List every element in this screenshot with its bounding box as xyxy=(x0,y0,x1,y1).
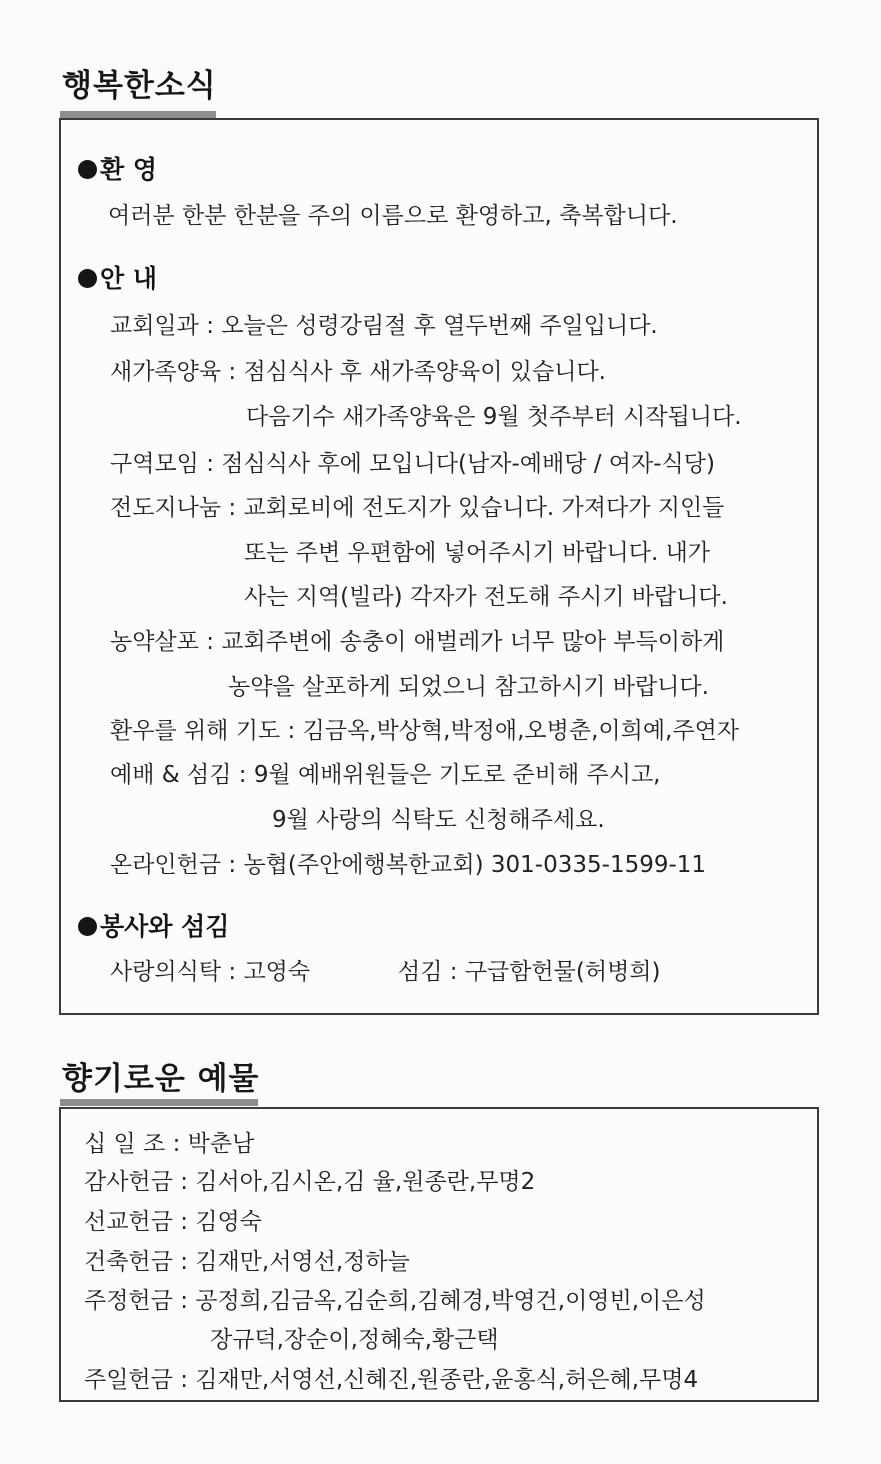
service-item-label: 사랑의식탁 xyxy=(110,959,222,985)
guide-item-label: 구역모임 xyxy=(110,451,199,477)
offering-row-weekly-fixed xyxy=(84,1282,706,1315)
offering-label: 건축헌금 xyxy=(84,1249,173,1275)
guide-heading xyxy=(78,259,157,295)
offering-label: 주일헌금 xyxy=(84,1367,173,1393)
service-item-love-table xyxy=(110,953,310,986)
offering-label: 선교헌금 xyxy=(84,1209,173,1235)
offering-names: 김서아,김시온,김 율,원종란,무명2 xyxy=(195,1169,536,1195)
guide-item-prayer xyxy=(110,712,739,745)
guide-item-pesticide xyxy=(110,623,724,656)
offering-names: 공정희,김금옥,김순희,김혜경,박영건,이영빈,이은성 xyxy=(195,1288,706,1314)
offering-names: 김영숙 xyxy=(195,1209,262,1235)
offering-names: 박춘남 xyxy=(187,1131,255,1157)
guide-item-worship-service xyxy=(110,756,661,789)
colon-separator: : xyxy=(180,1169,188,1195)
bullet-icon xyxy=(78,160,97,179)
guide-item-line: 점심식사 후 새가족양육이 있습니다. xyxy=(243,359,606,385)
guide-item-line: 사는 지역(빌라) 각자가 전도해 주시기 바랍니다. xyxy=(244,584,728,610)
guide-item-new-family xyxy=(110,353,606,386)
guide-item-line: 9월 사랑의 식탁도 신청해주세요. xyxy=(272,807,605,833)
guide-item-church-schedule xyxy=(110,307,658,340)
guide-heading-text: 안 내 xyxy=(100,264,158,293)
guide-item-line: 점심식사 후에 모입니다(남자-예배당 / 여자-식당) xyxy=(221,451,715,477)
guide-item-line: 김금옥,박상혁,박정애,오병춘,이희예,주연자 xyxy=(302,718,740,744)
guide-item-label: 새가족양육 xyxy=(110,359,222,385)
guide-item-line: 교회주변에 송충이 애벌레가 너무 많아 부득이하게 xyxy=(221,629,725,655)
service-heading-text: 봉사와 섬김 xyxy=(100,912,230,941)
offering-names: 장규덕,장순이,정혜숙,황근택 xyxy=(210,1327,499,1353)
guide-item-tract-sharing xyxy=(110,489,724,522)
guide-item-label: 교회일과 xyxy=(110,313,199,339)
service-item-value: 구급함헌물(허병희) xyxy=(464,959,661,985)
offering-names: 김재만,서영선,정하늘 xyxy=(195,1249,410,1275)
colon-separator: : xyxy=(449,959,458,985)
colon-separator: : xyxy=(228,495,237,521)
offering-row-tithe xyxy=(84,1125,254,1158)
colon-separator: : xyxy=(238,762,247,788)
offering-row-mission xyxy=(84,1203,262,1236)
colon-separator: : xyxy=(206,629,214,655)
guide-item-line: 농약을 살포하게 되었으니 참고하시기 바랍니다. xyxy=(228,674,709,700)
offering-label: 주정헌금 xyxy=(84,1288,173,1314)
service-item-serving xyxy=(398,953,661,986)
colon-separator: : xyxy=(228,359,237,385)
colon-separator: : xyxy=(180,1288,188,1314)
colon-separator: : xyxy=(180,1249,188,1275)
service-item-value: 고영숙 xyxy=(243,959,311,985)
guide-item-line: 농협(주안에행복한교회) 301-0335-1599-11 xyxy=(243,852,707,878)
guide-item-label: 농약살포 xyxy=(110,629,199,655)
offering-label: 십 일 조 xyxy=(84,1131,166,1157)
guide-item-line: 9월 예배위원들은 기도로 준비해 주시고, xyxy=(253,762,661,788)
guide-item-label: 전도지나눔 xyxy=(110,495,222,521)
offering-title-underline xyxy=(60,1099,258,1106)
guide-item-label: 온라인헌금 xyxy=(110,852,222,878)
offering-row-thanks xyxy=(84,1163,535,1196)
colon-separator: : xyxy=(180,1367,188,1393)
bullet-icon xyxy=(78,269,97,288)
offering-names: 김재만,서영선,신혜진,원종란,윤홍식,허은혜,무명4 xyxy=(195,1367,699,1393)
guide-item-line: 다음기수 새가족양육은 9월 첫주부터 시작됩니다. xyxy=(246,404,742,430)
colon-separator: : xyxy=(180,1209,188,1235)
colon-separator: : xyxy=(206,313,214,339)
colon-separator: : xyxy=(228,959,237,985)
service-heading xyxy=(78,907,229,943)
colon-separator: : xyxy=(206,451,214,477)
welcome-heading xyxy=(78,150,157,186)
colon-separator: : xyxy=(287,718,296,744)
guide-item-line: 오늘은 성령강림절 후 열두번째 주일입니다. xyxy=(221,313,658,339)
welcome-heading-text: 환 영 xyxy=(100,155,158,184)
welcome-text: 여러분 한분 한분을 주의 이름으로 환영하고, 축복합니다. xyxy=(108,203,678,229)
guide-item-line: 또는 주변 우편함에 넣어주시기 바랍니다. 내가 xyxy=(244,540,711,566)
news-title: 행복한소식 xyxy=(62,68,217,104)
news-title-underline xyxy=(60,111,216,118)
guide-item-district-meeting xyxy=(110,445,715,478)
colon-separator: : xyxy=(228,852,237,878)
bullet-icon xyxy=(78,917,97,936)
guide-item-label: 환우를 위해 기도 xyxy=(110,718,281,744)
guide-item-label: 예배 & 섬김 xyxy=(110,762,232,788)
offering-title: 향기로운 예물 xyxy=(62,1061,260,1097)
offering-row-sunday xyxy=(84,1361,698,1394)
colon-separator: : xyxy=(172,1131,181,1157)
guide-item-online-offering xyxy=(110,846,706,879)
guide-item-line: 교회로비에 전도지가 있습니다. 가져다가 지인들 xyxy=(243,495,725,521)
service-item-label: 섬김 xyxy=(398,959,443,985)
offering-label: 감사헌금 xyxy=(84,1169,173,1195)
offering-row-building xyxy=(84,1243,410,1276)
